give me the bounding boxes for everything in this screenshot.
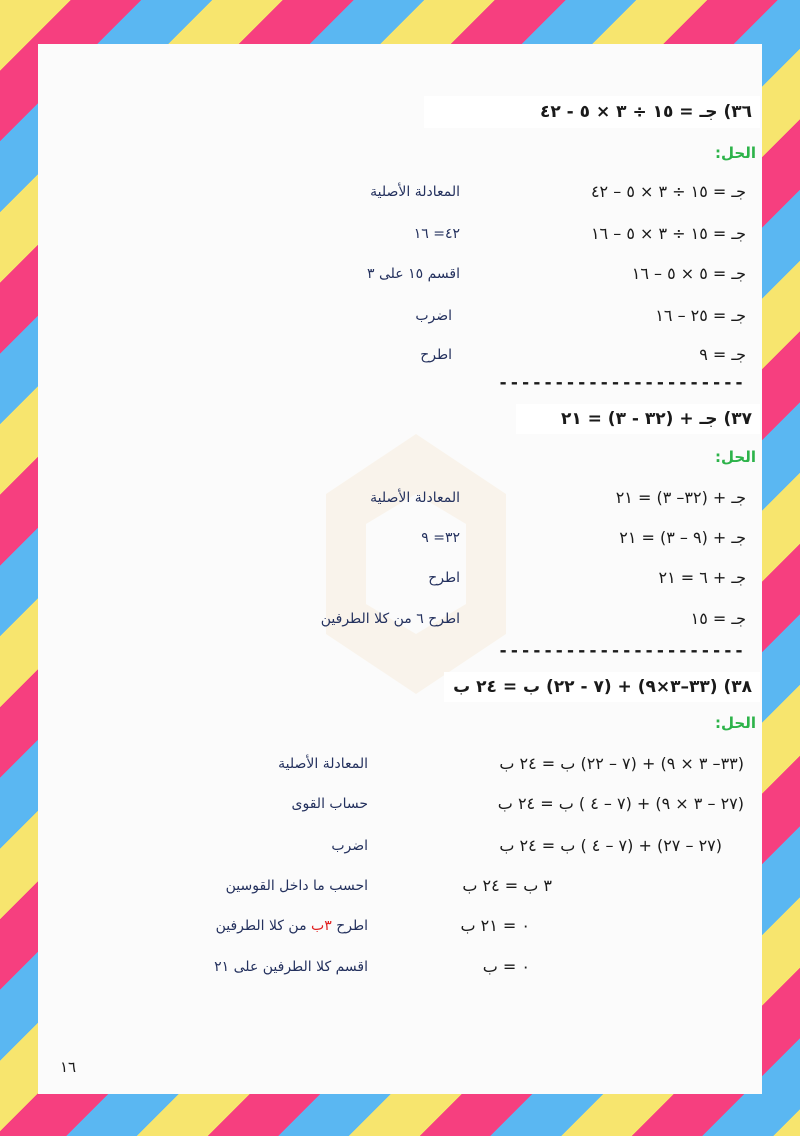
equation-37-2: جـ + (٩ – ٣) = ٢١ xyxy=(619,528,746,547)
separator-2: ---------------------- xyxy=(498,641,746,661)
page-sheet xyxy=(38,44,762,1094)
note-36-4: اضرب xyxy=(415,308,452,324)
equation-38-3: (٢٧ – ٢٧) + (٧ – ٤ ) ب = ٢٤ ب xyxy=(499,836,722,855)
equation-36-2: جـ = ١٥ ÷ ٣ × ٥ – ١٦ xyxy=(590,224,746,243)
separator-1: ---------------------- xyxy=(498,373,746,393)
equation-36-3: جـ = ٥ × ٥ – ١٦ xyxy=(631,264,746,283)
note-36-5: اطرح xyxy=(420,347,452,363)
note-38-5-highlight: ٣ب xyxy=(311,918,332,934)
equation-36-4: جـ = ٢٥ – ١٦ xyxy=(655,306,746,325)
solution-label-36: الحل: xyxy=(715,144,756,162)
page-number: ١٦ xyxy=(60,1058,77,1076)
equation-38-5: ٠ = ٢١ ب xyxy=(460,916,530,935)
note-37-2: ٣٢= ٩ xyxy=(421,530,460,546)
note-37-3: اطرح xyxy=(428,570,460,586)
equation-37-4: جـ = ١٥ xyxy=(690,609,746,628)
solution-label-37: الحل: xyxy=(715,448,756,466)
note-36-2: ٤٢= ١٦ xyxy=(413,226,460,242)
equation-38-6: ٠ = ب xyxy=(482,957,530,976)
note-38-3: اضرب xyxy=(331,838,368,854)
note-37-4: اطرح ٦ من كلا الطرفين xyxy=(320,611,460,627)
note-38-5-post: من كلا الطرفين xyxy=(215,918,312,934)
note-36-1: المعادلة الأصلية xyxy=(370,184,460,200)
problem-37: ٣٧) جـ + (٣٢ - ٣) = ٢١ xyxy=(516,404,760,434)
equation-38-4: ٣ ب = ٢٤ ب xyxy=(462,876,552,895)
note-37-1: المعادلة الأصلية xyxy=(370,490,460,506)
note-38-4: احسب ما داخل القوسين xyxy=(225,878,368,894)
equation-37-3: جـ + ٦ = ٢١ xyxy=(658,568,746,587)
book-watermark-icon xyxy=(306,434,526,694)
solution-label-38: الحل: xyxy=(715,714,756,732)
equation-38-1: (٣٣– ٣ × ٩) + (٧ – ٢٢) ب = ٢٤ ب xyxy=(499,754,744,773)
problem-38: ٣٨) (٣٣–٣×٩) + (٧ - ٢٢) ب = ٢٤ ب xyxy=(444,672,760,702)
equation-37-1: جـ + (٣٢– ٣) = ٢١ xyxy=(615,488,746,507)
note-38-1: المعادلة الأصلية xyxy=(278,756,368,772)
problem-36: ٣٦) جـ = ١٥ ÷ ٣ × ٥ - ٤٢ xyxy=(424,96,760,128)
note-38-5 xyxy=(216,918,368,934)
note-36-3: اقسم ١٥ على ٣ xyxy=(367,266,460,282)
equation-38-2: (٢٧ – ٣ × ٩) + (٧ – ٤ ) ب = ٢٤ ب xyxy=(497,794,744,813)
equation-36-1: جـ = ١٥ ÷ ٣ × ٥ – ٤٢ xyxy=(590,182,746,201)
note-38-2: حساب القوى xyxy=(291,796,368,812)
note-38-6: اقسم كلا الطرفين على ٢١ xyxy=(214,959,368,975)
note-38-5-pre: اطرح xyxy=(331,918,368,934)
equation-36-5: جـ = ٩ xyxy=(699,345,746,364)
